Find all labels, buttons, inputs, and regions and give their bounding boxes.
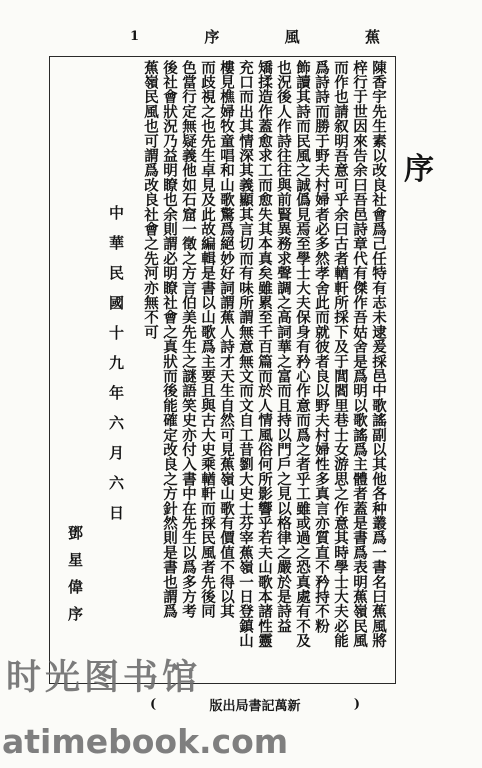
text-column-8: 充口而出其情深其義顯其言切而有味所謂無意無文而文自工昔劉大史士芬宰蕉嶺一日登鎮山: [237, 60, 254, 648]
header-book-title-char-2: 風: [284, 27, 300, 46]
author-line: 鄧星偉序: [66, 525, 84, 633]
watermark-url: atimebook.com: [2, 722, 289, 761]
publisher-name: 版出局書記萬新: [209, 698, 301, 714]
text-column-3: 而作也請叙明吾意可乎余曰古者輶軒所採下及于閭閻里巷士女游思之作意其時學士大夫必能: [332, 60, 349, 648]
text-column-7: 矯揉造作蓋愈求工而愈失其本真矣雖累至千百篇而於人情風俗何所影響乎若夫山歌本諸性靈: [256, 60, 273, 648]
date-line: 中華民國十九年六月六日: [107, 205, 125, 535]
text-column-11: 色當行定無疑義他如石窟一徵之方言伯美先生之謎語笑史亦付入書中在先生以爲多方考: [180, 60, 197, 619]
text-column-13: 蕉嶺民風也可謂爲改良社會之先河亦無不可: [142, 60, 159, 340]
header-book-title-char-1: 蕉: [364, 27, 380, 46]
page-header: [130, 24, 380, 48]
page-number: 1: [130, 28, 140, 44]
footer-paren-close: ): [353, 696, 360, 712]
watermark-chinese: 时光图书馆: [6, 658, 202, 698]
text-column-9: 樓見樵婦牧童唱和山歌驚爲絕妙好詞謂蕉人詩才天生自然可見蕉嶺山歌有價值不得以其: [218, 60, 235, 619]
text-column-1: 陳香宇先生素以改良社會爲己任特有志未逮爰採邑中歌謠副以其他各种叢爲一書名曰蕉風將: [370, 60, 387, 648]
text-column-5: 飾讀其詩而民風之誠僞見焉至學士大夫保身有矜心作意而爲之者乎工雖或過之恐真處有不及: [294, 60, 311, 648]
text-column-6: 也況後人作詩往往與前賢異務求聲調之高詞華之富而且持以門戶之見以格律之嚴於是詩益: [275, 60, 292, 634]
text-column-10: 而歧視之也先生卓見及此故編輯是書以山歌爲主要且與古大史乘輶軒而採民風者先後同: [199, 60, 216, 619]
text-column-2: 梓行于世因來告余曰吾邑詩章代有傑作吾姑舍是爲明以歌謠爲主體者蓋是書爲表明蕉嶺民風: [351, 60, 368, 648]
preface-title: 序: [404, 152, 434, 187]
header-section: 序: [204, 27, 220, 46]
text-column-4: 爲詩詩而勝于野夫村婦者必多然孝舍此而就彼者良以野夫村婦性多真言亦質直不矜持不粉: [313, 60, 330, 634]
footer-paren-open: (: [150, 696, 157, 712]
text-column-12: 後社會狀況乃益明瞭也余則謂必明瞭社會之真狀而後能確定改良之方針然則是書也謂爲: [161, 60, 178, 619]
